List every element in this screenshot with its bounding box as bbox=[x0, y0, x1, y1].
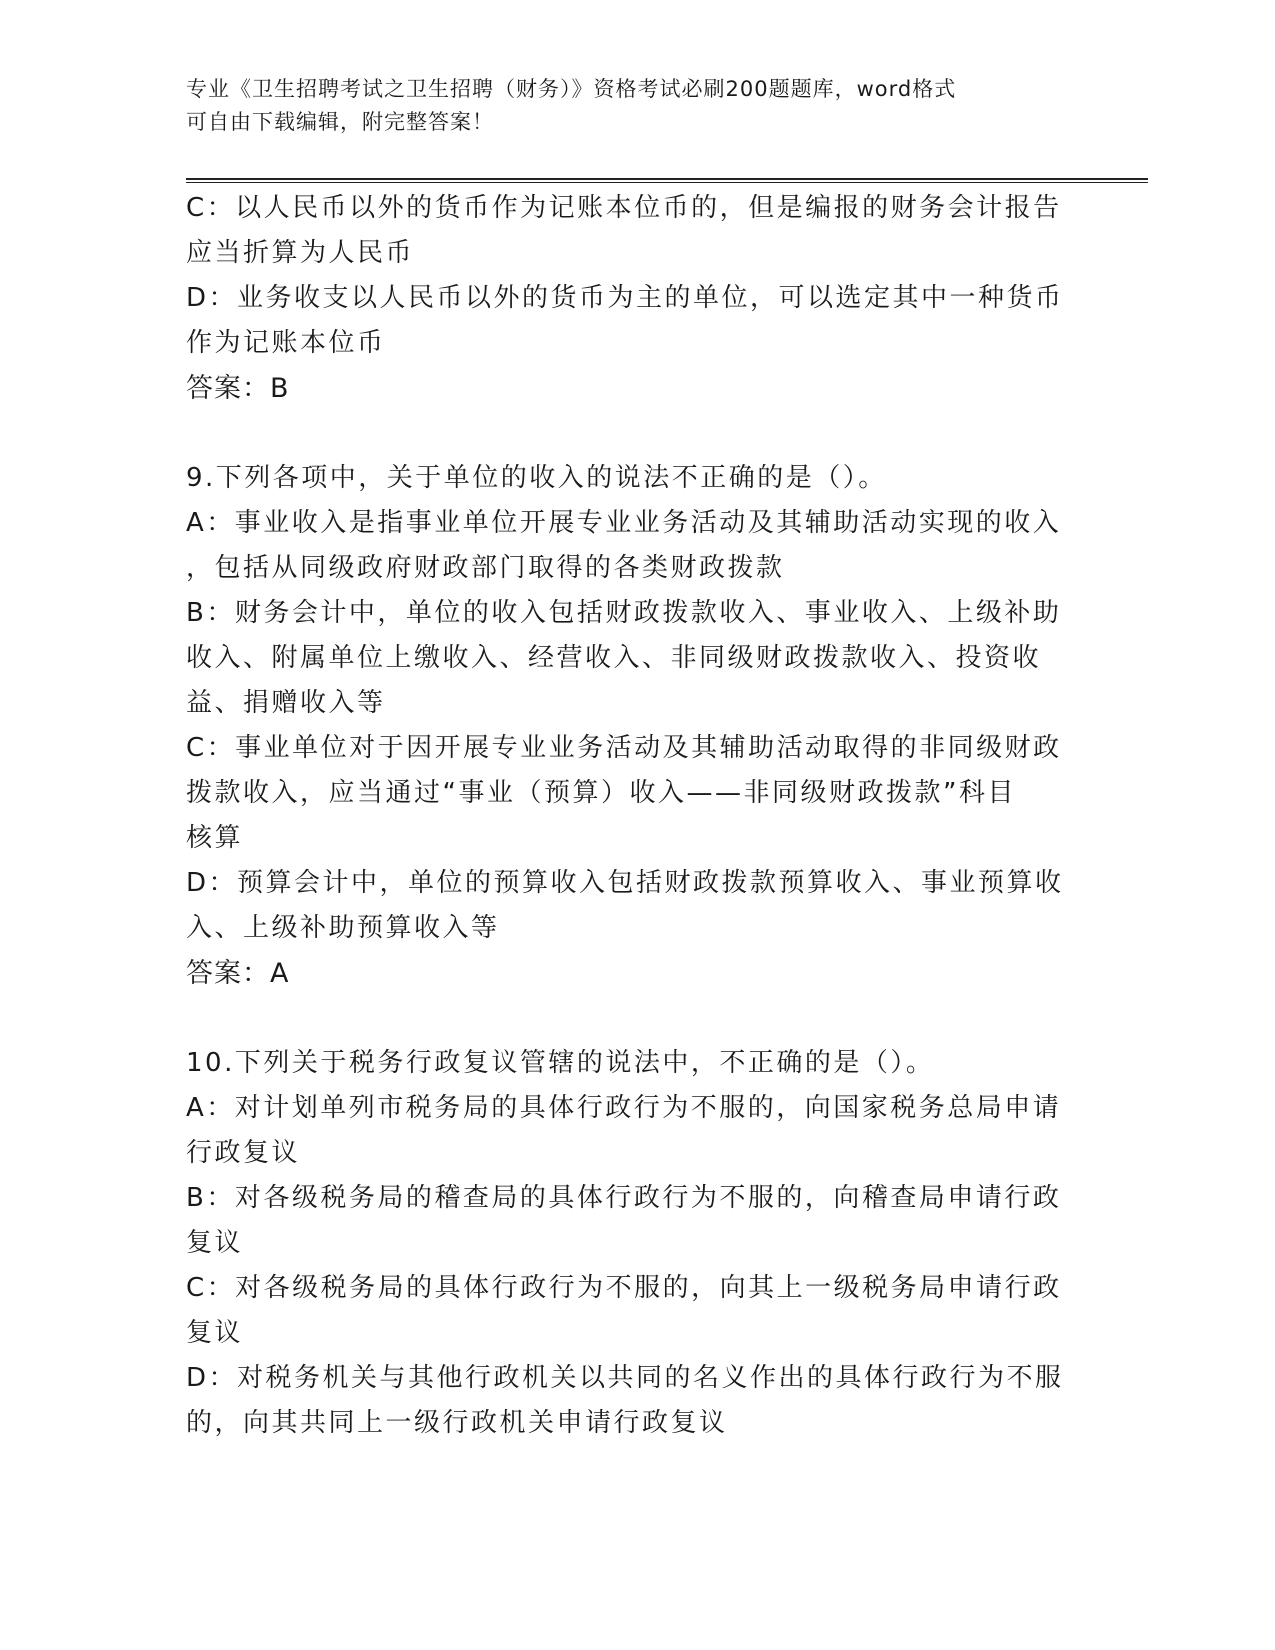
option-d bbox=[186, 276, 1086, 366]
option-b bbox=[186, 1176, 1086, 1266]
option-text: C：事业单位对于因开展专业业务活动及其辅助活动取得的非同级财政 bbox=[186, 733, 1062, 763]
option-text: C：对各级税务局的具体行政行为不服的，向其上一级税务局申请行政 bbox=[186, 1273, 1062, 1303]
answer-text: 答案：A bbox=[186, 958, 290, 989]
spacer bbox=[186, 411, 1086, 456]
header-line-2: 可自由下载编辑，附完整答案！ bbox=[186, 110, 494, 134]
option-c bbox=[186, 726, 1086, 861]
option-text: A：事业收入是指事业单位开展专业业务活动及其辅助活动实现的收入 bbox=[186, 508, 1062, 538]
option-text: C：以人民币以外的货币作为记账本位币的，但是编报的财务会计报告 bbox=[186, 193, 1062, 223]
option-d bbox=[186, 861, 1086, 951]
option-text: 复议 bbox=[186, 1228, 244, 1258]
option-text: 应当折算为人民币 bbox=[186, 238, 415, 268]
header-divider bbox=[186, 178, 1148, 183]
answer-text: 答案：B bbox=[186, 373, 290, 404]
option-text: 核算 bbox=[186, 823, 244, 853]
question-text: 9.下列各项中，关于单位的收入的说法不正确的是（）。 bbox=[186, 463, 887, 493]
option-b bbox=[186, 591, 1086, 726]
option-text: ，包括从同级政府财政部门取得的各类财政拨款 bbox=[186, 553, 785, 583]
question-text: 10.下列关于税务行政复议管辖的说法中，不正确的是（）。 bbox=[186, 1048, 935, 1078]
spacer bbox=[186, 996, 1086, 1041]
option-text: 的，向其共同上一级行政机关申请行政复议 bbox=[186, 1408, 728, 1438]
question-10 bbox=[186, 1041, 1086, 1446]
question-8-continued bbox=[186, 186, 1086, 411]
document-body bbox=[186, 186, 1086, 1446]
header-line-1: 专业《卫生招聘考试之卫生招聘（财务）》资格考试必刷200题题库，word格式 bbox=[186, 77, 957, 101]
option-d bbox=[186, 1356, 1086, 1446]
option-text: 益、捐赠收入等 bbox=[186, 688, 386, 718]
option-text: B：财务会计中，单位的收入包括财政拨款收入、事业收入、上级补助 bbox=[186, 598, 1062, 628]
option-c bbox=[186, 1266, 1086, 1356]
option-text: 拨款收入，应当通过“事业（预算）收入——非同级财政拨款”科目 bbox=[186, 778, 1016, 808]
option-text: 行政复议 bbox=[186, 1138, 301, 1168]
option-text: B：对各级税务局的稽查局的具体行政行为不服的，向稽查局申请行政 bbox=[186, 1183, 1062, 1213]
option-text: A：对计划单列市税务局的具体行政行为不服的，向国家税务总局申请 bbox=[186, 1093, 1062, 1123]
option-text: 收入、附属单位上缴收入、经营收入、非同级财政拨款收入、投资收 bbox=[186, 643, 1042, 673]
option-text: D：预算会计中，单位的预算收入包括财政拨款预算收入、事业预算收 bbox=[186, 868, 1064, 898]
option-a bbox=[186, 1086, 1086, 1176]
option-text: 作为记账本位币 bbox=[186, 328, 386, 358]
page-header bbox=[186, 73, 1066, 139]
option-c bbox=[186, 186, 1086, 276]
option-text: D：对税务机关与其他行政机关以共同的名义作出的具体行政行为不服 bbox=[186, 1363, 1064, 1393]
option-text: 入、上级补助预算收入等 bbox=[186, 913, 500, 943]
question-9 bbox=[186, 456, 1086, 996]
option-a bbox=[186, 501, 1086, 591]
option-text: D：业务收支以人民币以外的货币为主的单位，可以选定其中一种货币 bbox=[186, 283, 1064, 313]
option-text: 复议 bbox=[186, 1318, 244, 1348]
